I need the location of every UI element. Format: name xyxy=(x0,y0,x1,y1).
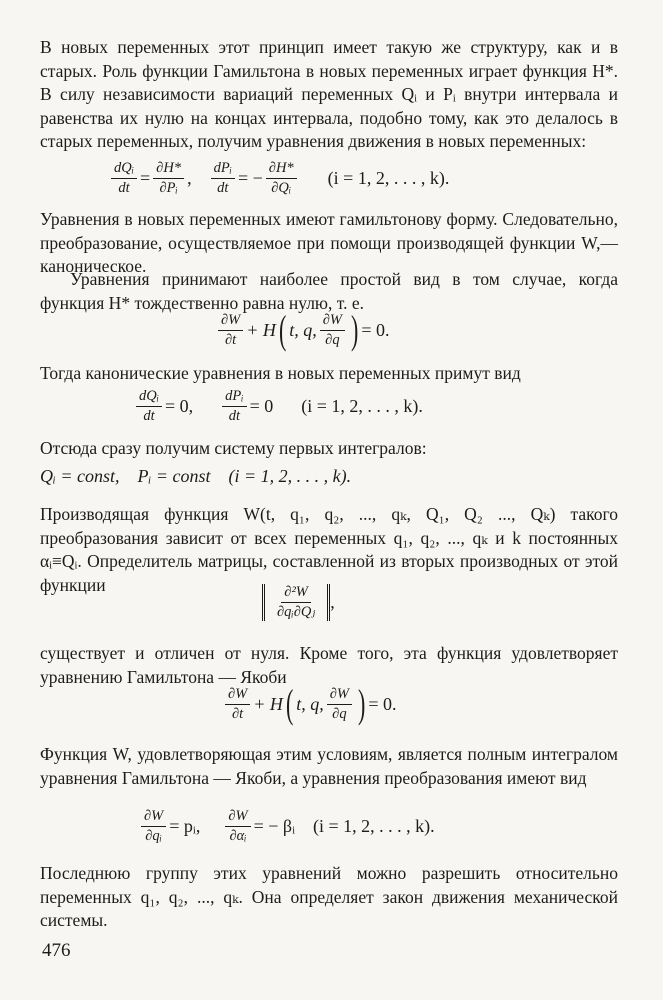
paragraph-6: Производящая функция W(t, q₁, q₂, ..., qₖ, Q₁, Q₂ ..., Qₖ) такого преобразования зависит от всех переменных q₁, q₂, ..., qₖ и k постоянных αᵢ≡Qᵢ. Определитель матрицы, составленной из вторых производных от этой функции xyxy=(40,504,618,595)
paragraph-3: Уравнения принимают наиболее простой вид в том случае, когда функция H* тождественно равна нулю, т. е. xyxy=(40,269,618,313)
paragraph-1: В новых переменных этот принцип имеет такую же структуру, как и в старых. Роль функции Гамильтона в новых переменных играет функция H*. В силу независимости вариаций переменных Qᵢ и Pᵢ внутри интервала и равенства их нулю на концах интервала, подобно тому, как это делалось в старых переменных, получим уравнения движения в новых переменных: xyxy=(40,37,618,151)
equation-first-integrals: Qᵢ = const, Pᵢ = const (i = 1, 2, . . . , k). xyxy=(40,466,352,486)
fraction: $\frac{\text{dQᵢ}}{dt}$ xyxy=(111,160,137,197)
fraction: $\frac{\text{dPᵢ}}{dt}$ xyxy=(211,160,235,197)
equation-transformation: $\frac{\partial W}{\text{∂qᵢ}}$ = pᵢ, $\frac{\partial W}{\text{∂αᵢ}}$ = − βᵢ (i = 1, 2, . . . , k). xyxy=(138,808,435,845)
paragraph-8: Функция W, удовлетворяющая этим условиям, является полным интегралом уравнения Гамильтона — Якоби, а уравнения преобразования имеют вид xyxy=(40,744,618,788)
fraction: $\frac{\text{dPᵢ}}{dt}$ xyxy=(222,388,246,425)
fraction: $\frac{\partial W}{\text{∂αᵢ}}$ xyxy=(225,808,250,845)
paragraph-7: существует и отличен от нуля. Кроме того, эта функция удовлетворяет уравнению Гамильтона — Якоби xyxy=(40,643,618,687)
fraction: $\frac{\partial H*}{\text{∂Pᵢ}}$ xyxy=(153,160,184,197)
fraction: $\frac{\partial H*}{\text{∂Qᵢ}}$ xyxy=(266,160,297,197)
fraction: $\frac{\partial W}{\partial t}$ xyxy=(225,686,250,723)
equation-canonical-trivial: $\frac{\text{dQᵢ}}{dt}$ = 0, $\frac{\text{dPᵢ}}{dt}$ = 0 (i = 1, 2, . . . , k). xyxy=(133,388,423,425)
fraction: $\frac{\text{∂²W}}{\text{∂qᵢ∂Qⱼ}}$ xyxy=(277,584,316,620)
page-number: 476 xyxy=(42,940,71,961)
paragraph-4: Тогда канонические уравнения в новых переменных примут вид xyxy=(40,363,521,383)
equation-hamilton-new-variables: $\frac{\text{dQᵢ}}{dt}$ = $\frac{\partial H*}{\text{∂Pᵢ}}$ , $\frac{\text{dPᵢ}}{dt}$ = − $\frac{\partial H*}{\text{∂Qᵢ}}$ (i = 1, 2, . . . , k). xyxy=(108,160,449,197)
index-range: (i = 1, 2, . . . , k). xyxy=(313,816,435,836)
paragraph-9: Последнюю группу этих уравнений можно разрешить относительно переменных q₁, q₂, ..., qₖ. Она определяет закон движения механической системы. xyxy=(40,863,618,930)
index-range: (i = 1, 2, . . . , k). xyxy=(327,168,450,188)
equation-hamilton-jacobi-zero: $\frac{\partial W}{\partial t}$ + H ( t, q, $\frac{\partial W}{\partial q}$ ) = 0. xyxy=(215,310,389,350)
paragraph-5: Отсюда сразу получим систему первых интегралов: xyxy=(40,438,427,458)
fraction: $\frac{\partial W}{\partial q}$ xyxy=(327,686,352,723)
fraction: $\frac{\partial W}{\partial q}$ xyxy=(320,312,345,349)
paragraph-2: Уравнения в новых переменных имеют гамильтонову форму. Следовательно, преобразование, осуществляемое при помощи производящей функции W,—каноническое. xyxy=(40,209,618,276)
equation-hessian-determinant: $\frac{\text{∂²W}}{\text{∂qᵢ∂Qⱼ}}$ , xyxy=(262,584,335,621)
determinant-bars xyxy=(262,584,330,621)
equation-hamilton-jacobi: $\frac{\partial W}{\partial t}$ + H ( t, q, $\frac{\partial W}{\partial q}$ ) = 0. xyxy=(222,684,396,724)
fraction: $\frac{\partial W}{\text{∂qᵢ}}$ xyxy=(141,808,166,845)
index-range: (i = 1, 2, . . . , k). xyxy=(301,396,423,416)
fraction: $\frac{\partial W}{\partial t}$ xyxy=(218,312,243,349)
fraction: $\frac{\text{dQᵢ}}{dt}$ xyxy=(136,388,162,425)
